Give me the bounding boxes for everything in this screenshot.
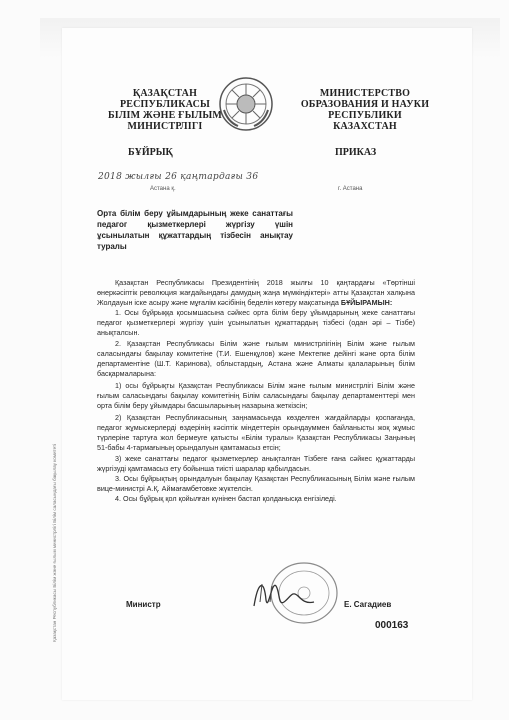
header-left-line: МИНИСТРЛІГІ (127, 121, 203, 132)
city-kazakh: Астана қ. (150, 186, 176, 192)
header-left-line: РЕСПУБЛИКАСЫ (119, 99, 211, 110)
document-number: 000163 (375, 620, 409, 631)
body-item: 3) жеке санаттағы педагог қызметкерлер анықталған Тізбеге ғана сәйкес құжаттарды жүргізуді қамтамасыз ету бойынша тиісті шаралар қабылдасын. (97, 454, 415, 474)
intro-text: Қазақстан Республикасы Президентінің 2018 жылғы 10 қаңтардағы «Төртінші өнеркәсіптік революция жағдайындағы дамудың жаңа мүмкіндіктері» атты Қазақстан халқына Жолдауын іске асыру және мұғалім кәсібінің беделін көтеру мақсатында (97, 278, 415, 307)
signer-name: Е. Сагадиев (344, 600, 392, 609)
doc-kind-russian: ПРИКАЗ (335, 147, 377, 158)
header-right-line: МИНИСТЕРСТВО (319, 88, 411, 99)
order-word: БҰЙЫРАМЫН: (340, 297, 393, 307)
body-item: 1. Осы бұйрыққа қосымшасына сәйкес орта білім беру ұйымдарының жеке санаттағы педагог қызметкерлері жүргізу үшін ұсынылатын құжаттардың тізбесі (одан әрі – Тізбе) анықталсын. (97, 307, 415, 337)
header-right-line: ОБРАЗОВАНИЯ И НАУКИ (300, 99, 430, 110)
intro-paragraph (97, 278, 415, 308)
header-right-line: КАЗАХСТАН (333, 121, 397, 132)
header-right-block (290, 88, 440, 132)
state-emblem-icon (218, 76, 274, 132)
header-right-line: РЕСПУБЛИКИ (328, 110, 402, 121)
header-left-line: БІЛІМ ЖӘНЕ ҒЫЛЫМ (107, 110, 223, 121)
signer-position: Министр (126, 600, 161, 609)
doc-kind-kazakh: БҰЙРЫҚ (128, 147, 173, 158)
body-item: 2. Қазақстан Республикасы Білім және ғылым министрлігінің Білім және ғылым саласындағы бақылау комитетіне (Т.И. Ешенқұлов) және Мектепке дейінгі және орта білім департаментіне (Ш.Т. Каринова), облыстардың, Астана және Алматы қалаларының білім басқармаларына: (97, 339, 415, 379)
handwritten-signature-icon (248, 572, 318, 616)
margin-note: Қазақстан Республикасы Білім және ғылым министрлігі Білім саласындағы бақылау комитеті (52, 443, 57, 642)
city-russian: г. Астана (338, 186, 363, 192)
body-item: 2) Қазақстан Республикасының заңнамасында көзделген жағдайларды қоспағанда, педагог жұмыскерлерді өздерінің кәсіптік міндеттерін орындауммен байланысты жоқ жұмыс түрлеріне тартуға жол бермеуге қатысты «Білім туралы» Қазақстан Республикасы Заңының 51-бабы 4-тармағының орындалуын қамтамасыз етсін; (97, 412, 415, 452)
body-item: 3. Осы бұйрықтың орындалуын бақылау Қазақстан Республикасының Білім және ғылым вице-министрі А.Қ. Аймағамбетовке жүктелсін. (97, 474, 415, 494)
order-subject: Орта білім беру ұйымдарының жеке санаттағы педагог қызметкерлері жүргізу үшін ұсынылатын құжаттардың тізбесін анықтау туралы (97, 209, 293, 251)
order-body (97, 278, 415, 504)
header-left-line: ҚАЗАҚСТАН (132, 88, 198, 99)
body-item: 1) осы бұйрықты Қазақстан Республикасы Білім және ғылым министрлігі Білім және ғылым саласындағы бақылау комитетінің Білім саласындағы бақылау департаменттері мен орта білім беру ұйымдары басшыларының назарына жеткізсін; (97, 381, 415, 410)
body-item: 4. Осы бұйрық қол қойылған күнінен бастап қолданысқа енгізіледі. (115, 494, 337, 504)
handwritten-date: 2018 жылғы 26 қаңтардағы 36 (98, 172, 259, 182)
